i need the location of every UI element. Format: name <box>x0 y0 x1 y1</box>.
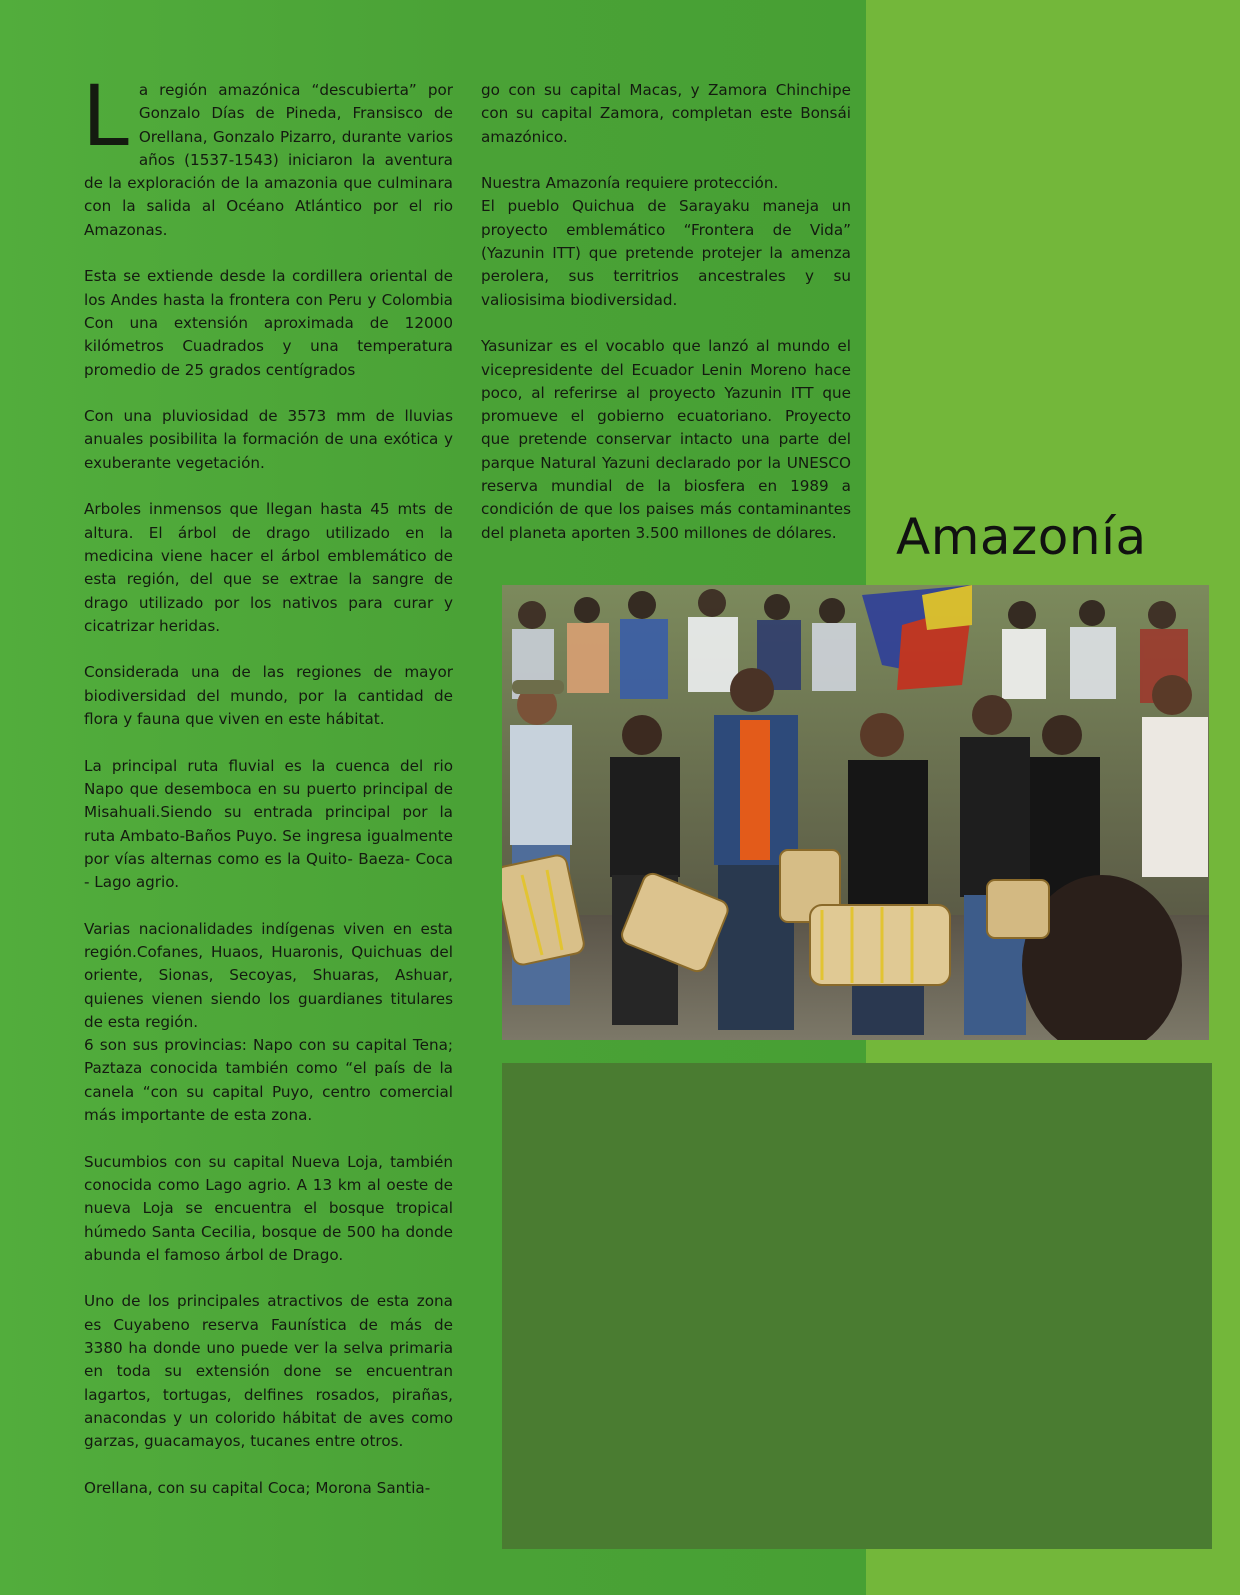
paragraph-rainfall: Con una pluviosidad de 3573 mm de lluvias anuales posibilita la formación de una exótica y exuberante vegetación. <box>84 407 453 472</box>
paragraph-sarayaku: El pueblo Quichua de Sarayaku maneja un proyecto emblemático “Frontera de Vida” (Yazunin ITT) que pretende protejer la amenza perolera, sus territrios ancestrales y su valiosisima biodiversidad. <box>481 197 851 309</box>
paragraph-protection: Nuestra Amazonía requiere protección. <box>481 174 779 193</box>
drop-cap: L <box>82 67 129 165</box>
paragraph-provinces: 6 son sus provincias: Napo con su capital Tena; Paztaza conocida también como “el país de la canela “con su capital Puyo, centro comercial más importante de esta zona. <box>84 1036 453 1125</box>
text-column-right <box>481 79 851 545</box>
paragraph-extent: Esta se extiende desde la cordillera oriental de los Andes hasta la frontera con Peru y Colombia Con una extensión aproximada de 12000 kilómetros Cuadrados y una temperatura promedio de 25 grados centígrados <box>84 267 453 379</box>
empty-color-panel <box>502 1063 1212 1549</box>
paragraph-sucumbios: Sucumbios con su capital Nueva Loja, también conocida como Lago agrio. A 13 km al oeste de nueva Loja se encuentra el bosque tropical húmedo Santa Cecilia, bosque de 500 ha donde abunda el famoso árbol de Drago. <box>84 1152 453 1264</box>
paragraph-yasunizar: Yasunizar es el vocablo que lanzó al mundo el vicepresidente del Ecuador Lenin Moreno hace poco, al referirse al proyecto Yazunin ITT que promueve el gobierno ecuatoriano. Proyecto que pretende conservar intacto una parte del parque Natural Yazuni declarado por la UNESCO reserva mundial de la biosfera en 1989 a condición de que los paises más contaminantes del planeta aporten 3.500 millones de dólares. <box>481 337 851 542</box>
festival-drummers-photo <box>502 585 1209 1040</box>
page-title: Amazonía <box>896 508 1147 566</box>
text-column-left <box>82 67 453 1500</box>
paragraph-river-route: La principal ruta fluvial es la cuenca del rio Napo que desemboca en su puerto principal de Misahuali.Siendo su entrada principal por la ruta Ambato-Baños Puyo. Se ingresa igualmente por vías alternas como es la Quito- Baeza- Coca - Lago agrio. <box>84 756 453 892</box>
paragraph-nationalities: Varias nacionalidades indígenas viven en esta región.Cofanes, Huaos, Huaronis, Quichuas del oriente, Sionas, Secoyas, Shuaras, Ashuar, quienes vienen siendo los guardianes titulares de esta región. <box>84 919 453 1031</box>
paragraph-trees: Arboles inmensos que llegan hasta 45 mts de altura. El árbol de drago utilizado en la medicina viene hacer el árbol emblemático de esta región, del que se extrae la sangre de drago utilizado por los nativos para curar y cicatrizar heridas. <box>84 500 453 635</box>
paragraph-intro-text: a región amazónica “descubierta” por Gonzalo Días de Pineda, Fransisco de Orellana, Gonzalo Pizarro, durante varios años (1537-1543) iniciaron la aventura de la exploración de la amazonia que culminara con la salida al Océano Atlántico por el rio Amazonas. <box>84 81 453 239</box>
paragraph-cuyabeno: Uno de los principales atractivos de esta zona es Cuyabeno reserva Faunística de más de 3380 ha donde uno puede ver la selva primaria en toda su extensión done se encuentran lagartos, tortugas, delfines rosados, pirañas, anacondas y un colorido hábitat de aves como garzas, guacamayos, tucanes entre otros. <box>84 1292 453 1451</box>
paragraph-morona: go con su capital Macas, y Zamora Chinchipe con su capital Zamora, completan este Bonsái amazónico. <box>481 81 851 146</box>
paragraph-biodiversity: Considerada una de las regiones de mayor biodiversidad del mundo, por la cantidad de flora y fauna que viven en este hábitat. <box>84 663 453 729</box>
paragraph-orellana: Orellana, con su capital Coca; Morona Santia- <box>84 1478 431 1497</box>
paragraph-intro <box>82 67 453 242</box>
